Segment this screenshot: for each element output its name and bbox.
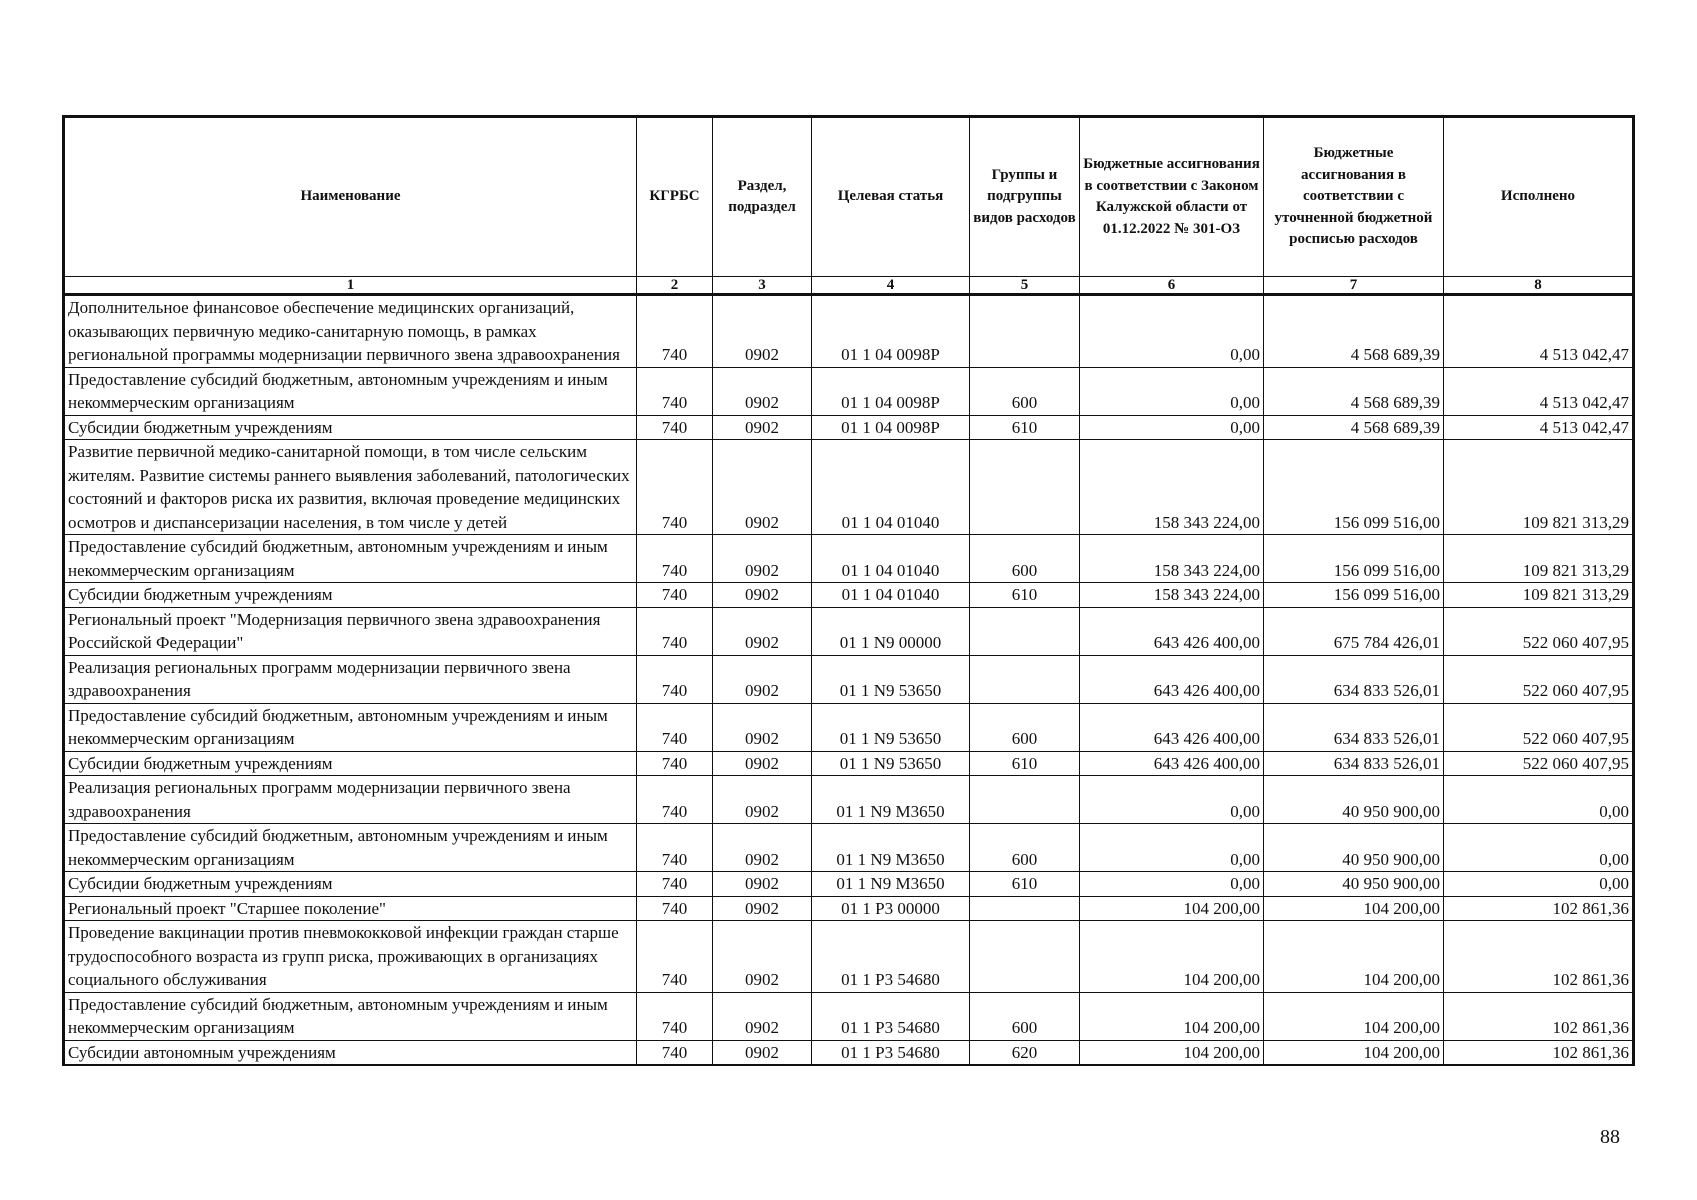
cell-section: 0902 [713,751,812,776]
budget-execution-table [62,115,1635,1066]
cell-expense-group [970,440,1080,535]
table-row [64,440,1634,535]
cell-law-allocation: 643 426 400,00 [1080,607,1264,655]
cell-kgrbs: 740 [637,655,713,703]
cell-law-allocation: 643 426 400,00 [1080,655,1264,703]
cell-law-allocation: 104 200,00 [1080,921,1264,993]
cell-refined-allocation: 4 568 689,39 [1264,415,1444,440]
cell-executed: 522 060 407,95 [1444,703,1634,751]
page-number: 88 [1600,1126,1620,1148]
header-name: Наименование [64,117,637,277]
cell-section: 0902 [713,776,812,824]
cell-target-article: 01 1 N9 М3650 [812,872,970,897]
table-row [64,824,1634,872]
cell-executed: 4 513 042,47 [1444,295,1634,368]
cell-expense-group [970,607,1080,655]
column-number: 2 [637,277,713,295]
cell-expense-group: 610 [970,872,1080,897]
cell-target-article: 01 1 N9 53650 [812,655,970,703]
cell-expense-group: 600 [970,367,1080,415]
cell-executed: 102 861,36 [1444,1040,1634,1065]
cell-law-allocation: 0,00 [1080,824,1264,872]
header-section: Раздел, подраздел [713,117,812,277]
cell-section: 0902 [713,367,812,415]
cell-section: 0902 [713,872,812,897]
cell-refined-allocation: 104 200,00 [1264,921,1444,993]
cell-expense-group: 600 [970,535,1080,583]
cell-target-article: 01 1 N9 00000 [812,607,970,655]
cell-expense-group: 610 [970,415,1080,440]
cell-kgrbs: 740 [637,921,713,993]
cell-executed: 102 861,36 [1444,896,1634,921]
cell-law-allocation: 158 343 224,00 [1080,583,1264,608]
cell-refined-allocation: 104 200,00 [1264,992,1444,1040]
cell-law-allocation: 104 200,00 [1080,896,1264,921]
cell-law-allocation: 158 343 224,00 [1080,535,1264,583]
cell-refined-allocation: 156 099 516,00 [1264,440,1444,535]
cell-name: Субсидии автономным учреждениям [64,1040,637,1065]
cell-kgrbs: 740 [637,607,713,655]
cell-name: Развитие первичной медико-санитарной помощи, в том числе сельским жителям. Развитие системы раннего выявления заболеваний, патологических состояний и факторов риска их развития, включая проведение медицинских осмотров и диспансеризации населения, в том числе у детей [64,440,637,535]
cell-section: 0902 [713,703,812,751]
cell-kgrbs: 740 [637,583,713,608]
cell-refined-allocation: 4 568 689,39 [1264,295,1444,368]
cell-expense-group: 600 [970,703,1080,751]
cell-section: 0902 [713,415,812,440]
cell-refined-allocation: 40 950 900,00 [1264,824,1444,872]
cell-executed: 0,00 [1444,776,1634,824]
table-row [64,776,1634,824]
cell-expense-group [970,896,1080,921]
cell-target-article: 01 1 04 0098Р [812,367,970,415]
cell-kgrbs: 740 [637,1040,713,1065]
cell-kgrbs: 740 [637,751,713,776]
header-law-allocations: Бюджетные ассигнования в соответствии с Законом Калужской области от 01.12.2022 № 301-ОЗ [1080,117,1264,277]
cell-target-article: 01 1 04 0098Р [812,295,970,368]
table-row [64,583,1634,608]
cell-kgrbs: 740 [637,872,713,897]
cell-refined-allocation: 634 833 526,01 [1264,751,1444,776]
cell-expense-group [970,776,1080,824]
cell-executed: 102 861,36 [1444,992,1634,1040]
cell-section: 0902 [713,896,812,921]
cell-target-article: 01 1 04 01040 [812,535,970,583]
cell-section: 0902 [713,824,812,872]
cell-name: Региональный проект "Старшее поколение" [64,896,637,921]
cell-name: Предоставление субсидий бюджетным, автономным учреждениям и иным некоммерческим организациям [64,367,637,415]
cell-refined-allocation: 40 950 900,00 [1264,776,1444,824]
cell-law-allocation: 158 343 224,00 [1080,440,1264,535]
column-number: 6 [1080,277,1264,295]
cell-name: Реализация региональных программ модернизации первичного звена здравоохранения [64,655,637,703]
cell-kgrbs: 740 [637,896,713,921]
cell-kgrbs: 740 [637,992,713,1040]
column-number: 7 [1264,277,1444,295]
cell-section: 0902 [713,921,812,993]
cell-expense-group [970,921,1080,993]
cell-executed: 102 861,36 [1444,921,1634,993]
cell-refined-allocation: 156 099 516,00 [1264,583,1444,608]
cell-kgrbs: 740 [637,415,713,440]
cell-law-allocation: 643 426 400,00 [1080,703,1264,751]
cell-refined-allocation: 634 833 526,01 [1264,655,1444,703]
cell-kgrbs: 740 [637,440,713,535]
cell-law-allocation: 104 200,00 [1080,992,1264,1040]
cell-executed: 522 060 407,95 [1444,655,1634,703]
cell-law-allocation: 0,00 [1080,367,1264,415]
cell-expense-group [970,295,1080,368]
cell-executed: 0,00 [1444,824,1634,872]
cell-section: 0902 [713,607,812,655]
cell-kgrbs: 740 [637,703,713,751]
column-number: 3 [713,277,812,295]
cell-law-allocation: 0,00 [1080,872,1264,897]
header-executed: Исполнено [1444,117,1634,277]
cell-section: 0902 [713,655,812,703]
cell-target-article: 01 1 N9 М3650 [812,776,970,824]
cell-executed: 109 821 313,29 [1444,535,1634,583]
cell-expense-group: 610 [970,751,1080,776]
cell-expense-group: 600 [970,824,1080,872]
table-row [64,607,1634,655]
table-row [64,703,1634,751]
cell-kgrbs: 740 [637,295,713,368]
cell-kgrbs: 740 [637,824,713,872]
table-row [64,415,1634,440]
table-row [64,751,1634,776]
cell-name: Предоставление субсидий бюджетным, автономным учреждениям и иным некоммерческим организациям [64,535,637,583]
column-number: 1 [64,277,637,295]
column-number: 5 [970,277,1080,295]
cell-refined-allocation: 156 099 516,00 [1264,535,1444,583]
cell-law-allocation: 643 426 400,00 [1080,751,1264,776]
cell-name: Дополнительное финансовое обеспечение медицинских организаций, оказывающих первичную медико-санитарную помощь, в рамках региональной программы модернизации первичного звена здравоохранения [64,295,637,368]
cell-section: 0902 [713,992,812,1040]
cell-refined-allocation: 104 200,00 [1264,1040,1444,1065]
table-row [64,1040,1634,1065]
cell-expense-group: 600 [970,992,1080,1040]
cell-executed: 522 060 407,95 [1444,751,1634,776]
cell-refined-allocation: 634 833 526,01 [1264,703,1444,751]
cell-name: Предоставление субсидий бюджетным, автономным учреждениям и иным некоммерческим организациям [64,992,637,1040]
column-number: 8 [1444,277,1634,295]
table-row [64,535,1634,583]
header-expense-group: Группы и подгруппы видов расходов [970,117,1080,277]
table-row [64,295,1634,368]
cell-section: 0902 [713,535,812,583]
cell-executed: 109 821 313,29 [1444,440,1634,535]
cell-name: Проведение вакцинации против пневмококковой инфекции граждан старше трудоспособного возраста из групп риска, проживающих в организациях социального обслуживания [64,921,637,993]
cell-refined-allocation: 104 200,00 [1264,896,1444,921]
table-row [64,992,1634,1040]
cell-executed: 0,00 [1444,872,1634,897]
cell-kgrbs: 740 [637,776,713,824]
cell-name: Субсидии бюджетным учреждениям [64,415,637,440]
header-kgrbs: КГРБС [637,117,713,277]
header-row [64,117,1634,277]
cell-target-article: 01 1 P3 54680 [812,1040,970,1065]
column-number-row [64,277,1634,295]
cell-kgrbs: 740 [637,535,713,583]
cell-expense-group: 620 [970,1040,1080,1065]
cell-section: 0902 [713,1040,812,1065]
cell-target-article: 01 1 P3 54680 [812,992,970,1040]
cell-section: 0902 [713,583,812,608]
cell-section: 0902 [713,295,812,368]
cell-law-allocation: 0,00 [1080,776,1264,824]
cell-name: Реализация региональных программ модернизации первичного звена здравоохранения [64,776,637,824]
cell-target-article: 01 1 N9 М3650 [812,824,970,872]
header-refined-allocations: Бюджетные ассигнования в соответствии с уточненной бюджетной росписью расходов [1264,117,1444,277]
cell-name: Региональный проект "Модернизация первичного звена здравоохранения Российской Федерации" [64,607,637,655]
cell-expense-group: 610 [970,583,1080,608]
cell-target-article: 01 1 N9 53650 [812,703,970,751]
cell-name: Субсидии бюджетным учреждениям [64,583,637,608]
cell-name: Предоставление субсидий бюджетным, автономным учреждениям и иным некоммерческим организациям [64,824,637,872]
cell-target-article: 01 1 P3 54680 [812,921,970,993]
table-row [64,367,1634,415]
cell-executed: 4 513 042,47 [1444,415,1634,440]
table-row [64,896,1634,921]
cell-name: Предоставление субсидий бюджетным, автономным учреждениям и иным некоммерческим организациям [64,703,637,751]
table-row [64,921,1634,993]
column-number: 4 [812,277,970,295]
cell-target-article: 01 1 P3 00000 [812,896,970,921]
cell-law-allocation: 0,00 [1080,415,1264,440]
cell-target-article: 01 1 N9 53650 [812,751,970,776]
cell-executed: 109 821 313,29 [1444,583,1634,608]
cell-executed: 4 513 042,47 [1444,367,1634,415]
cell-target-article: 01 1 04 01040 [812,440,970,535]
cell-refined-allocation: 40 950 900,00 [1264,872,1444,897]
cell-kgrbs: 740 [637,367,713,415]
cell-law-allocation: 0,00 [1080,295,1264,368]
cell-law-allocation: 104 200,00 [1080,1040,1264,1065]
cell-name: Субсидии бюджетным учреждениям [64,751,637,776]
table-row [64,655,1634,703]
header-target-article: Целевая статья [812,117,970,277]
cell-target-article: 01 1 04 0098Р [812,415,970,440]
cell-target-article: 01 1 04 01040 [812,583,970,608]
cell-expense-group [970,655,1080,703]
cell-executed: 522 060 407,95 [1444,607,1634,655]
table-body [64,295,1634,1066]
cell-refined-allocation: 4 568 689,39 [1264,367,1444,415]
cell-name: Субсидии бюджетным учреждениям [64,872,637,897]
table-row [64,872,1634,897]
cell-refined-allocation: 675 784 426,01 [1264,607,1444,655]
cell-section: 0902 [713,440,812,535]
